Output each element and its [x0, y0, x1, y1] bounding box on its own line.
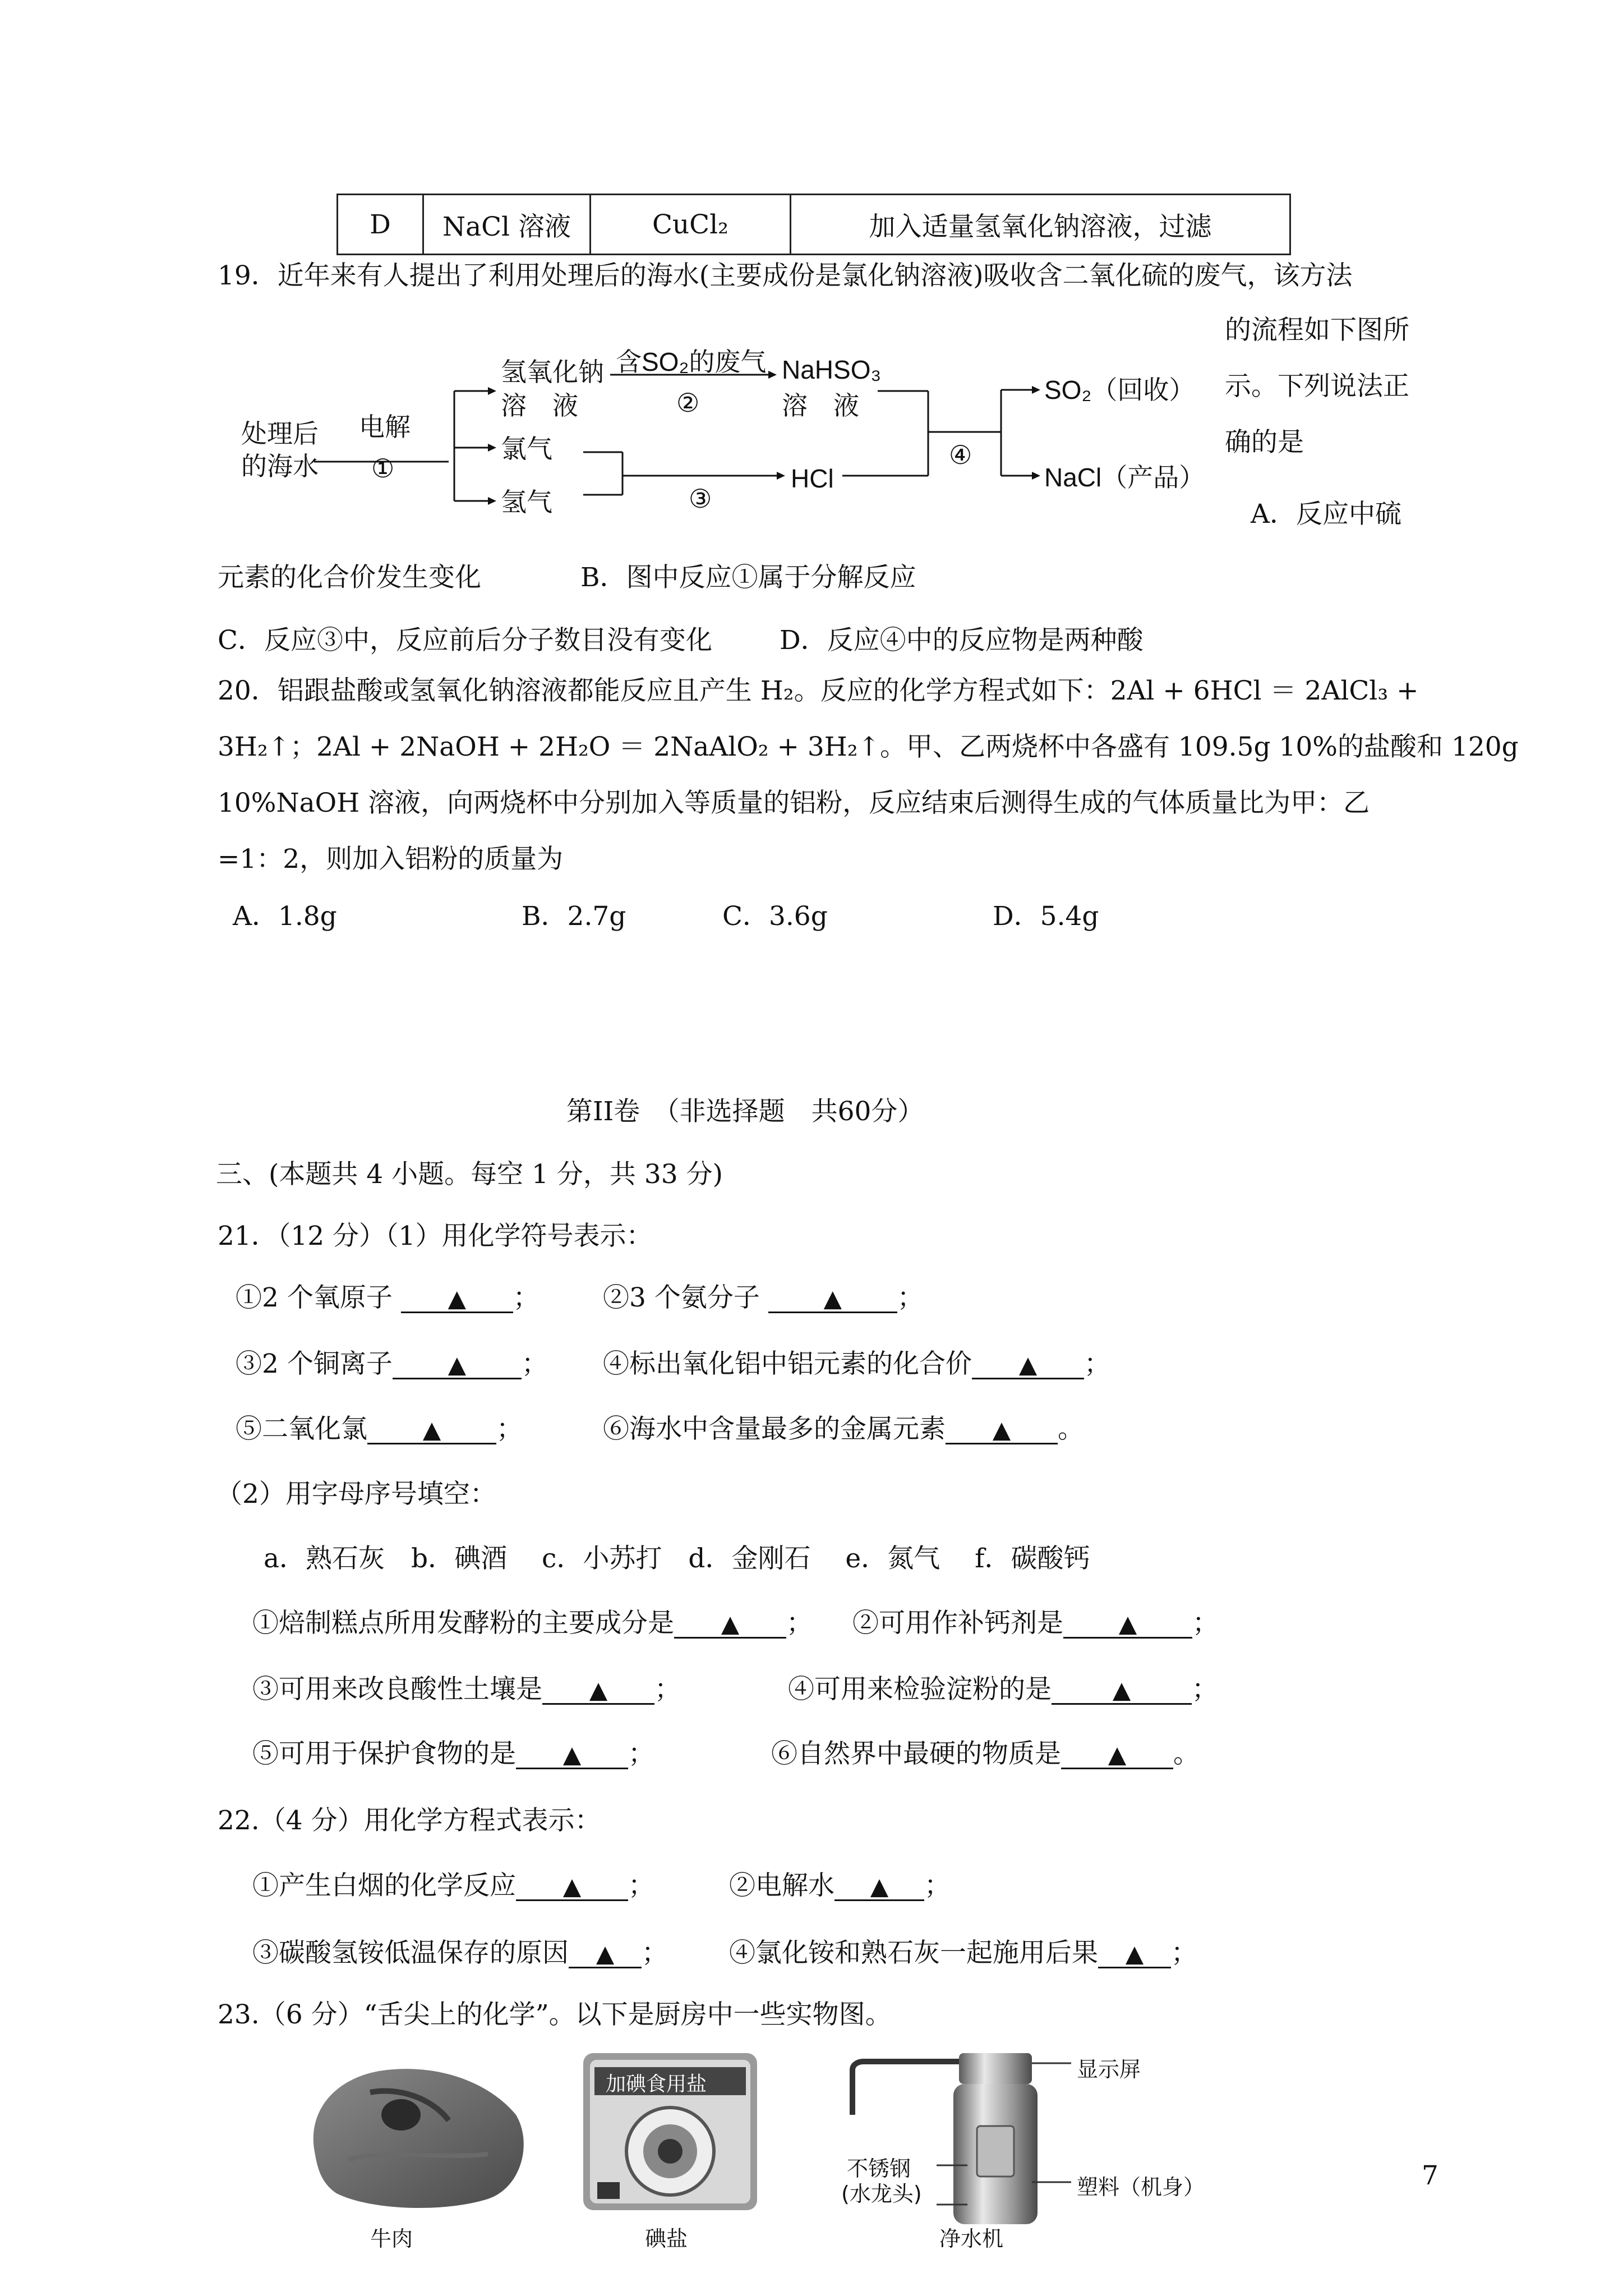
q21-item-2: ②3 个氨分子 ▲ ； [603, 1282, 924, 1313]
q23-heading: 23.（6 分）“舌尖上的化学”。以下是厨房中一些实物图。 [218, 1999, 892, 2030]
answer-blank[interactable]: ▲ [1061, 1742, 1173, 1769]
q20-line3: 10%NaOH 溶液，向两烧杯中分别加入等质量的铝粉，反应结束后测得生成的气体质量比为甲：乙 [218, 788, 1370, 818]
flow-naoh-line2: 溶 液 [501, 391, 578, 420]
answer-blank[interactable]: ▲ [1052, 1677, 1192, 1705]
flow-so2-gas-label: 含SO₂的废气 [616, 347, 767, 376]
q20-option-c: C．3.6g [722, 901, 828, 932]
q21-fill-4: ④可用来检验淀粉的是 ▲ ； [788, 1674, 1218, 1705]
answer-blank[interactable]: ▲ [768, 1286, 897, 1313]
q21-fill-1: ①焙制糕点所用发酵粉的主要成分是 ▲ ； [252, 1608, 813, 1639]
q21-item-4: ④标出氧化铝中铝元素的化合价 ▲ ； [603, 1349, 1110, 1379]
answer-blank[interactable]: ▲ [972, 1352, 1084, 1379]
q21-item-3: ③2 个铜离子 ▲ ； [236, 1349, 548, 1379]
q21-sub2-heading: （2）用字母序号填空： [216, 1479, 496, 1510]
q19-side-line2: 示。下列说法正 [1225, 371, 1409, 402]
flow-hcl: HCl [791, 464, 834, 493]
q20-option-b: B．2.7g [522, 901, 626, 932]
q21-fill-2: ②可用作补钙剂是 ▲ ； [852, 1608, 1219, 1639]
steel-label-line2: (水龙头) [841, 2182, 922, 2206]
answer-blank[interactable]: ▲ [516, 1874, 628, 1901]
display-label: 显示屏 [1077, 2057, 1141, 2082]
flow-start-line1: 处理后 [241, 419, 319, 448]
table-cell-impurity: CuCl₂ [591, 195, 791, 255]
steel-label-line1: 不锈钢 [847, 2156, 911, 2181]
table-cell-substance: NaCl 溶液 [423, 195, 591, 255]
q21-item-6: ⑥海水中含量最多的金属元素 ▲ 。 [603, 1414, 1084, 1444]
purifier-caption: 净水机 [939, 2226, 1004, 2251]
flow-chlorine: 氯气 [501, 434, 552, 463]
q20-option-d: D．5.4g [993, 901, 1099, 932]
flow-step4: ④ [949, 440, 972, 470]
q22-heading: 22.（4 分）用化学方程式表示： [218, 1805, 601, 1836]
flow-so2-recovered: SO₂（回收） [1044, 375, 1195, 404]
q19-option-a: A．反应中硫 [1251, 499, 1401, 530]
flow-step1: ① [371, 454, 395, 483]
q19-side-line1: 的流程如下图所 [1225, 315, 1409, 346]
table-cell-method: 加入适量氢氧化钠溶液，过滤 [791, 195, 1290, 255]
table-cell-option: D [338, 195, 423, 255]
flow-step3: ③ [689, 484, 712, 513]
q22-item-3: ③碳酸氢铵低温保存的原因 ▲ ； [252, 1938, 668, 1968]
beef-caption: 牛肉 [370, 2226, 413, 2251]
plastic-body-label: 塑料（机身） [1077, 2175, 1205, 2200]
flow-nacl-product: NaCl（产品） [1044, 463, 1205, 492]
flow-nahso3-line1: NaHSO₃ [782, 355, 882, 384]
q20-option-a: A．1.8g [233, 901, 337, 932]
q21-heading: 21．（12 分）（1）用化学符号表示： [218, 1221, 653, 1251]
answer-blank[interactable]: ▲ [542, 1677, 654, 1705]
answer-blank[interactable]: ▲ [569, 1941, 642, 1968]
section3-heading: 三、(本题共 4 小题。每空 1 分，共 33 分) [216, 1159, 723, 1190]
page-number: 7 [1422, 2160, 1438, 2191]
q21-fill-6: ⑥自然界中最硬的物质是 ▲ 。 [771, 1738, 1200, 1769]
q19-option-a-cont: 元素的化合价发生变化 [218, 562, 481, 593]
q22-item-1: ①产生白烟的化学反应 ▲ ； [252, 1870, 654, 1901]
answer-blank[interactable]: ▲ [834, 1874, 924, 1901]
answer-blank[interactable]: ▲ [401, 1286, 513, 1313]
q21-choice-list: a．熟石灰 b．碘酒 c．小苏打 d．金刚石 e．氮气 f．碳酸钙 [264, 1543, 1090, 1574]
q20-line2: 3H₂↑；2Al + 2NaOH + 2H₂O ＝ 2NaAlO₂ + 3H₂↑。甲、乙两烧杯中各盛有 109.5g 10%的盐酸和 120g [218, 731, 1519, 762]
q19-stem: 19．近年来有人提出了利用处理后的海水(主要成份是氯化钠溶液)吸收含二氧化硫的废气，该方法 [218, 260, 1353, 291]
q22-item-2: ②电解水 ▲ ； [729, 1870, 951, 1901]
q21-fill-5: ⑤可用于保护食物的是 ▲ ； [252, 1738, 654, 1769]
answer-blank[interactable]: ▲ [1063, 1611, 1192, 1639]
answer-blank[interactable]: ▲ [393, 1352, 522, 1379]
q19-option-d: D．反应④中的反应物是两种酸 [780, 625, 1144, 656]
salt-caption: 碘盐 [645, 2226, 688, 2251]
q19-side-line3: 确的是 [1225, 427, 1304, 458]
flow-naoh-line1: 氢氧化钠 [501, 357, 604, 386]
q19-option-c: C．反应③中，反应前后分子数目没有变化 [218, 625, 712, 656]
flow-step2: ② [676, 388, 700, 417]
answer-blank[interactable]: ▲ [946, 1417, 1058, 1444]
q20-line4: =1：2，则加入铝粉的质量为 [218, 844, 564, 875]
q21-item-5: ⑤二氧化氯 ▲ ； [236, 1414, 523, 1444]
answer-blank[interactable]: ▲ [516, 1742, 628, 1769]
answer-blank[interactable]: ▲ [1098, 1941, 1171, 1968]
beef-image [303, 2047, 538, 2216]
flow-electrolysis-label: 电解 [359, 412, 411, 441]
q22-item-4: ④氯化铵和熟石灰一起施用后果 ▲ ； [729, 1938, 1197, 1968]
q21-item-1: ①2 个氧原子 ▲ ； [236, 1282, 540, 1313]
flow-hydrogen: 氢气 [501, 487, 552, 517]
part2-title: 第II卷 （非选择题 共60分） [566, 1096, 924, 1127]
q19-option-b: B．图中反应①属于分解反应 [580, 562, 916, 593]
salt-package-label: 加碘食用盐 [606, 2073, 707, 2096]
answer-blank[interactable]: ▲ [367, 1417, 496, 1444]
flow-nahso3-line2: 溶 液 [782, 391, 859, 420]
q21-fill-3: ③可用来改良酸性土壤是 ▲ ； [252, 1674, 681, 1705]
flow-start-line2: 的海水 [241, 452, 319, 481]
answer-blank[interactable]: ▲ [674, 1611, 786, 1639]
q20-line1: 20．铝跟盐酸或氢氧化钠溶液都能反应且产生 H₂。反应的化学方程式如下：2Al + 6HCl ＝ 2AlCl₃ + [218, 675, 1419, 706]
